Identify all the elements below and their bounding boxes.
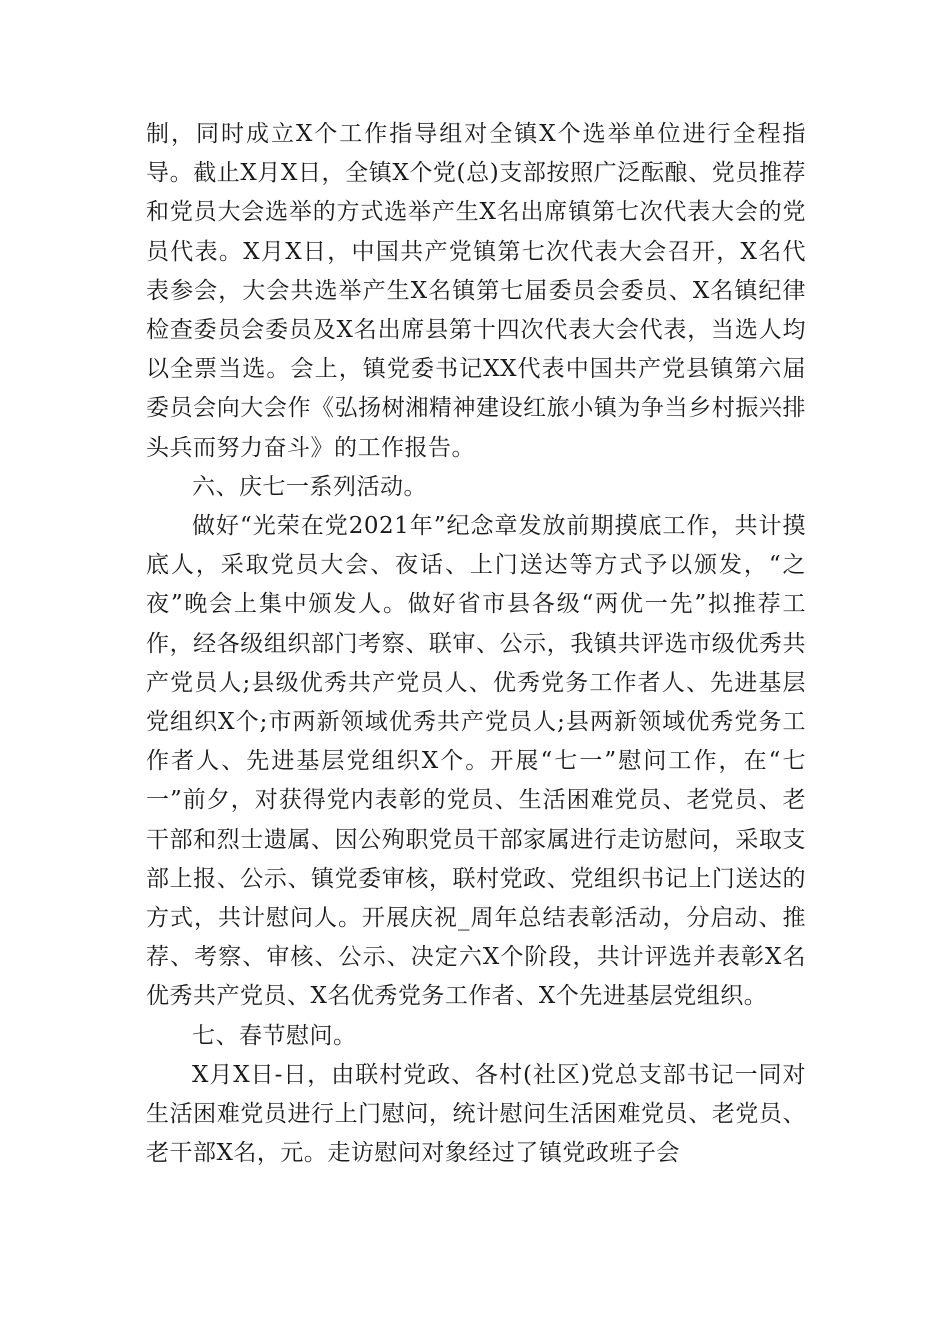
paragraph-election-report: 制，同时成立X个工作指导组对全镇X个选举单位进行全程指导。截止X月X日，全镇X个党(总)支部按照广泛酝酿、党员推荐和党员大会选举的方式选举产生X名出席镇第七次代表大会的党员代表。X月X日，中国共产党镇第七次代表大会召开，X名代表参会，大会共选举产生X名镇第七届委员会委员、X名镇纪律检查委员会委员及X名出席县第十四次代表大会代表，当选人均以全票当选。会上，镇党委书记XX代表中国共产党县镇第六届委员会向大会作《弘扬树湘精神建设红旅小镇为争当乡村振兴排头兵而努力奋斗》的工作报告。 [146, 121, 806, 461]
section-heading-spring-festival: 七、春节慰问。 [192, 1022, 357, 1049]
document-body [146, 115, 806, 1173]
paragraph-july-first-activities: 做好“光荣在党2021年”纪念章发放前期摸底工作，共计摸底人，采取党员大会、夜话、上门送达等方式予以颁发，“之夜”晚会上集中颁发人。做好省市县各级“两优一先”拟推荐工作，经各级组织部门考察、联审、公示，我镇共评选市级优秀共产党员人;县级优秀共产党员人、优秀党务工作者人、先进基层党组织X个;市两新领域优秀共产党员人;县两新领域优秀党务工作者人、先进基层党组织X个。开展“七一”慰问工作，在“七一”前夕，对获得党内表彰的党员、生活困难党员、老党员、老干部和烈士遗属、因公殉职党员干部家属进行走访慰问，采取支部上报、公示、镇党委审核，联村党政、党组织书记上门送达的方式，共计慰问人。开展庆祝_周年总结表彰活动，分启动、推荐、考察、审核、公示、决定六X个阶段，共计评选并表彰X名优秀共产党员、X名优秀党务工作者、X个先进基层党组织。 [146, 513, 806, 1010]
section-heading-july-first: 六、庆七一系列活动。 [192, 473, 427, 500]
paragraph-spring-festival-visits: X月X日-日，由联村党政、各村(社区)党总支部书记一同对生活困难党员进行上门慰问，统计慰问生活困难党员、老党员、老干部X名，元。走访慰问对象经过了镇党政班子会 [146, 1061, 806, 1167]
